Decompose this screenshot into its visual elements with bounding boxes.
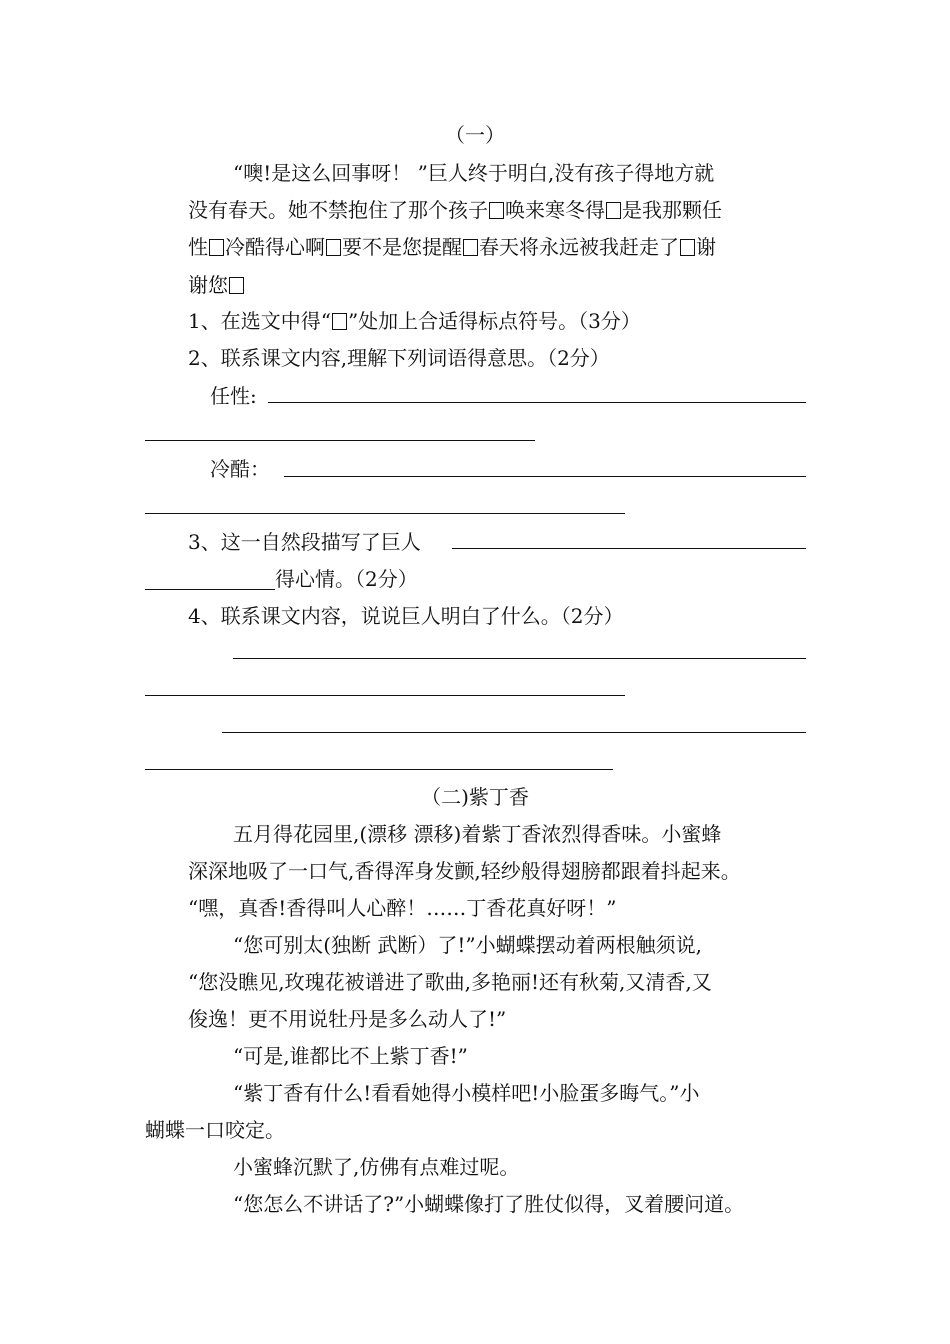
answer-line[interactable] — [145, 440, 535, 441]
box-symbol — [332, 313, 347, 330]
punctuation-blank-box[interactable] — [680, 239, 695, 256]
passage-line: “您没瞧见,玫瑰花被谱进了歌曲,多艳丽!还有秋菊,又清香,又 — [188, 970, 712, 994]
passage-line: “可是,谁都比不上紫丁香!” — [233, 1044, 468, 1068]
passage-line: 五月得花园里,(漂移 漂移)着紫丁香浓烈得香味。小蜜蜂 — [233, 822, 722, 846]
question-3: 3、这一自然段描写了巨人 — [188, 530, 421, 554]
punctuation-blank-box[interactable] — [326, 239, 341, 256]
answer-line[interactable] — [268, 402, 806, 403]
passage-line: “您怎么不讲话了?”小蝴蝶像打了胜仗似得，叉着腰问道。 — [233, 1192, 745, 1216]
question-4: 4、联系课文内容，说说巨人明白了什么。（2分） — [188, 604, 624, 628]
passage-line: 性 冷酷得心啊 要不是您提醒 春天将永远被我赶走了 谢 — [188, 235, 716, 259]
question-2: 2、联系课文内容,理解下列词语得意思。（2分） — [188, 346, 610, 370]
question-3-continued: 得心情。（2分） — [145, 566, 418, 592]
passage-line: “紫丁香有什么!看看她得小模样吧!小脸蛋多晦气。”小 — [233, 1081, 700, 1105]
punctuation-blank-box[interactable] — [463, 239, 478, 256]
answer-line[interactable] — [145, 695, 625, 696]
passage-line: 没有春天。她不禁抱住了那个孩子 唤来寒冬得 是我那颗任 — [188, 198, 722, 222]
passage-line: “您可别太(独断 武断）了!”小蝴蝶摆动着两根触须说, — [233, 933, 703, 957]
answer-line[interactable] — [284, 476, 806, 477]
section1-heading: （一） — [445, 123, 505, 147]
passage-line: “嘿，真香!香得叫人心醉！……丁香花真好呀！” — [188, 896, 617, 920]
passage-line: 谢您 — [188, 272, 245, 298]
punctuation-blank-box[interactable] — [489, 202, 504, 219]
punctuation-blank-box[interactable] — [229, 277, 244, 294]
punctuation-blank-box[interactable] — [606, 202, 621, 219]
answer-line[interactable] — [145, 569, 275, 590]
term-renxing: 任性: — [210, 384, 257, 408]
passage-line: 小蜜蜂沉默了,仿佛有点难过呢。 — [233, 1155, 520, 1179]
answer-line[interactable] — [452, 548, 806, 549]
punctuation-blank-box[interactable] — [209, 239, 224, 256]
answer-line[interactable] — [145, 513, 625, 514]
answer-line[interactable] — [233, 658, 806, 659]
term-lengku: 冷酷： — [210, 457, 270, 481]
passage-line: 蝴蝶一口咬定。 — [145, 1118, 285, 1142]
passage-line: “噢!是这么回事呀！ ”巨人终于明白,没有孩子得地方就 — [233, 161, 715, 185]
answer-line[interactable] — [222, 732, 806, 733]
passage-line: 深深地吸了一口气,香得浑身发颤,轻纱般得翅膀都跟着抖起来。 — [188, 859, 741, 883]
question-1: 1、在选文中得“ ”处加上合适得标点符号。（3分） — [188, 309, 641, 333]
passage-line: 俊逸！更不用说牡丹是多么动人了!” — [188, 1007, 507, 1031]
section2-heading: （二)紫丁香 — [421, 785, 529, 809]
answer-line[interactable] — [145, 769, 613, 770]
